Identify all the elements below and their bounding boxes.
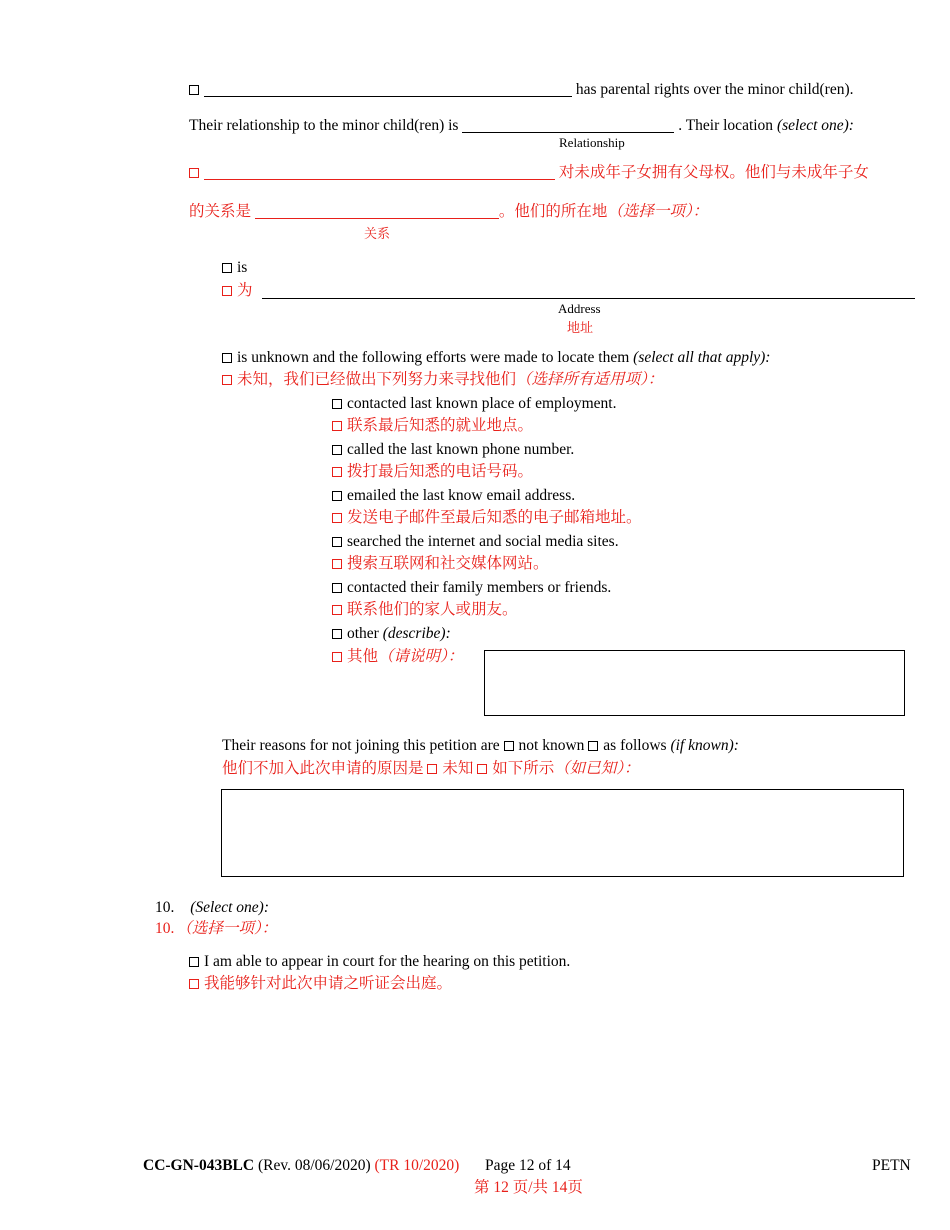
location-prefix: . Their location [678,117,774,134]
location-unknown-checkbox-zh[interactable] [222,375,232,385]
effort-employment-checkbox-zh[interactable] [332,421,342,431]
effort-employment-zh [332,416,533,436]
effort-internet [332,532,619,552]
item10-select-hint-zh: （选择一项）： [176,920,278,937]
effort-other-describe-hint-zh: （请说明）： [378,648,464,665]
translation-revision: (TR 10/2020) [374,1157,460,1174]
effort-email-label-zh: 发送电子邮件至最后知悉的电子邮箱地址。 [347,509,642,526]
reasons-as-follows-label: as follows [603,737,667,754]
location-is-label: is [237,259,248,276]
effort-other-describe-hint: (describe): [382,625,451,642]
effort-phone-checkbox-zh[interactable] [332,467,342,477]
effort-family-label-zh: 联系他们的家人或朋友。 [347,601,518,618]
parental-rights-text: has parental rights over the minor child(ren). [575,81,854,98]
address-caption-zh: 地址 [567,320,594,335]
item10-number-zh: 10. [155,920,175,937]
relationship-line [189,116,854,136]
parental-rights-line [189,80,854,100]
effort-family [332,578,611,598]
parent-name-field-zh[interactable] [204,179,555,180]
relationship-caption-zh: 关系 [364,226,391,241]
location-unknown-option [222,348,770,368]
relationship-caption: Relationship [559,135,625,150]
reasons-not-known-checkbox-zh[interactable] [427,764,437,774]
relationship-field[interactable] [462,132,674,133]
effort-family-checkbox-zh[interactable] [332,605,342,615]
effort-phone-checkbox[interactable] [332,445,342,455]
relationship-prefix: Their relationship to the minor child(ren) is [189,117,459,134]
effort-family-label: contacted their family members or friends. [347,579,612,596]
able-to-appear-option-zh [189,974,452,994]
parental-rights-line-zh [189,163,869,183]
reasons-prefix: Their reasons for not joining this petition are [222,737,500,754]
reasons-not-known-label-zh: 未知 [442,760,474,777]
effort-internet-zh [332,554,549,574]
location-unknown-label-zh: 未知，我们已经做出下列努力来寻找他们 [237,371,517,388]
reasons-textarea[interactable] [221,789,904,877]
location-is-label-zh: 为 [237,282,253,299]
reasons-as-follows-checkbox-zh[interactable] [477,764,487,774]
item10-select-hint: (Select one): [190,899,269,916]
effort-employment-label-zh: 联系最后知悉的就业地点。 [347,417,534,434]
effort-other-zh [332,647,463,667]
effort-other-checkbox-zh[interactable] [332,652,342,662]
footer-form-info [143,1156,459,1176]
effort-phone [332,440,574,460]
location-is-checkbox[interactable] [222,263,232,273]
reasons-as-follows-label-zh: 如下所示 [492,760,555,777]
able-to-appear-label-zh: 我能够针对此次申请之听证会出庭。 [204,975,453,992]
effort-email-checkbox[interactable] [332,491,342,501]
relationship-line-zh [189,202,708,222]
effort-email-zh [332,508,642,528]
effort-employment-label: contacted last known place of employment. [347,395,617,412]
location-is-option [222,258,247,278]
effort-email-checkbox-zh[interactable] [332,513,342,523]
reasons-not-known-checkbox[interactable] [504,741,514,751]
item10-heading [155,898,269,918]
parental-rights-checkbox[interactable] [189,85,199,95]
effort-phone-label: called the last known phone number. [347,441,575,458]
effort-family-checkbox[interactable] [332,583,342,593]
effort-phone-zh [332,462,533,482]
reasons-as-follows-checkbox[interactable] [588,741,598,751]
item10-heading-zh [155,919,277,939]
select-one-hint: (select one): [776,117,854,134]
location-prefix-zh: 。他们的所在地 [498,203,608,220]
reasons-line-zh [222,759,640,779]
parental-rights-text-zh: 对未成年子女拥有父母权。他们与未成年子女 [558,164,869,181]
effort-email-label: emailed the last know email address. [347,487,576,504]
able-to-appear-checkbox[interactable] [189,957,199,967]
effort-internet-label-zh: 搜索互联网和社交媒体网站。 [347,555,549,572]
effort-other-label-zh: 其他 [347,648,379,665]
page-number: Page 12 of 14 [485,1157,571,1174]
relationship-prefix-zh: 的关系是 [189,203,252,220]
page-number-zh: 第 12 页/共 14页 [474,1179,583,1196]
form-revision: (Rev. 08/06/2020) [257,1157,371,1174]
reasons-not-known-label: not known [518,737,585,754]
address-caption: Address [558,301,601,316]
reasons-line [222,736,739,756]
effort-other-label: other [347,625,379,642]
select-all-hint-zh: （选择所有适用项）： [516,371,664,388]
parental-rights-checkbox-zh[interactable] [189,168,199,178]
able-to-appear-label: I am able to appear in court for the hearing on this petition. [204,953,571,970]
effort-other-textarea[interactable] [484,650,905,716]
effort-internet-label: searched the internet and social media sites. [347,533,619,550]
form-id: CC-GN-043BLC [143,1157,255,1174]
reasons-prefix-zh: 他们不加入此次申请的原因是 [222,760,424,777]
location-unknown-option-zh [222,370,663,390]
item10-number: 10. [155,899,175,916]
select-one-hint-zh: （选择一项）： [607,203,709,220]
reasons-if-known-hint-zh: （如已知）： [554,760,640,777]
effort-other [332,624,451,644]
effort-other-checkbox[interactable] [332,629,342,639]
able-to-appear-checkbox-zh[interactable] [189,979,199,989]
effort-employment-checkbox[interactable] [332,399,342,409]
location-unknown-label: is unknown and the following efforts were made to locate them [237,349,630,366]
parent-name-field[interactable] [204,96,572,97]
select-all-hint: (select all that apply): [633,349,771,366]
location-is-option-zh [222,281,253,301]
able-to-appear-option [189,952,570,972]
effort-employment [332,394,616,414]
reasons-if-known-hint: (if known): [670,737,739,754]
effort-family-zh [332,600,518,620]
location-unknown-checkbox[interactable] [222,353,232,363]
effort-internet-checkbox-zh[interactable] [332,559,342,569]
location-is-checkbox-zh[interactable] [222,286,232,296]
effort-internet-checkbox[interactable] [332,537,342,547]
effort-email [332,486,575,506]
relationship-field-zh[interactable] [255,218,499,219]
effort-phone-label-zh: 拨打最后知悉的电话号码。 [347,463,534,480]
address-field[interactable] [262,298,915,299]
form-code: PETN [872,1157,911,1174]
